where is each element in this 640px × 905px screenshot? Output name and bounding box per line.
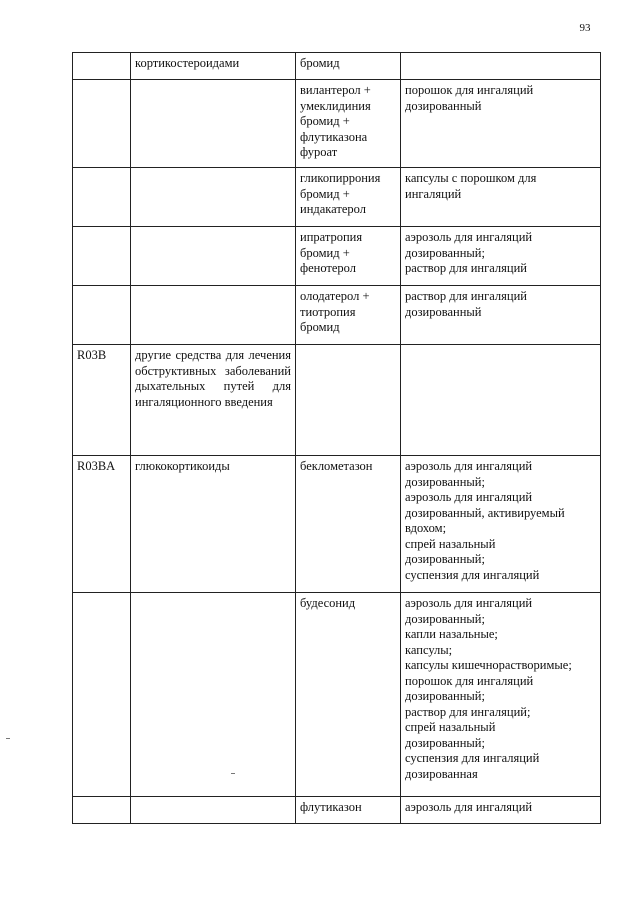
form-line: раствор для ингаляций: [405, 261, 527, 275]
drug-line: олодатерол +: [300, 289, 370, 303]
drug-cell: [296, 456, 401, 593]
group-cell: [131, 286, 296, 345]
drug-line: флутиказона: [300, 129, 368, 144]
drug-line: флутиказон: [300, 800, 362, 814]
page-number: 93: [579, 22, 591, 34]
form-line: аэрозоль для ингаляций: [405, 596, 533, 610]
drug-cell: [296, 168, 401, 227]
drug-cell: [296, 80, 401, 168]
group-cell: [131, 80, 296, 168]
table-row: [73, 345, 601, 456]
form-line: порошок для ингаляций: [405, 83, 534, 97]
form-line: аэрозоль для ингаляций: [405, 459, 533, 473]
drug-cell: [296, 53, 401, 80]
group-cell: [131, 168, 296, 227]
drug-line: вилантерол +: [300, 83, 371, 97]
atc-code-cell: [73, 286, 131, 345]
form-line: аэрозоль для ингаляций: [405, 230, 533, 244]
atc-code-cell: [73, 80, 131, 168]
table-row: [73, 80, 601, 168]
drug-line: бромид +: [300, 245, 350, 260]
drug-line: бромид +: [300, 186, 350, 201]
atc-code-cell: R03BA: [73, 456, 131, 593]
form-line: капсулы;: [405, 642, 453, 657]
drug-cell: [296, 286, 401, 345]
form-line: дозированный;: [405, 474, 485, 489]
form-line: дозированный;: [405, 552, 485, 566]
form-line: ингаляций: [405, 186, 462, 201]
forms-cell: [401, 456, 601, 593]
drug-line: гликопиррония: [300, 171, 381, 185]
table-row: [73, 286, 601, 345]
drug-line: фуроат: [300, 145, 338, 159]
table-row: [73, 593, 601, 797]
forms-cell: [401, 227, 601, 286]
forms-cell: [401, 286, 601, 345]
drug-cell: [296, 227, 401, 286]
atc-code-cell: R03B: [73, 345, 131, 456]
form-line: дозированный, активируемый: [405, 505, 565, 520]
form-line: дозированный: [405, 98, 482, 113]
drug-line: фенотерол: [300, 261, 357, 275]
forms-cell: [401, 593, 601, 797]
form-line: раствор для ингаляций;: [405, 704, 531, 719]
form-line: спрей назальный: [405, 536, 496, 551]
table-row: [73, 456, 601, 593]
forms-cell: [401, 168, 601, 227]
table-body: [73, 53, 601, 824]
form-line: вдохом;: [405, 521, 447, 535]
drug-line: беклометазон: [300, 459, 373, 473]
scan-mark: [6, 738, 10, 739]
table-row: [73, 53, 601, 80]
scan-mark: [231, 773, 235, 774]
group-cell: глюкокортикоиды: [131, 456, 296, 593]
drug-line: бромид: [300, 56, 340, 70]
atc-code-cell: [73, 53, 131, 80]
drug-cell: [296, 797, 401, 824]
form-line: спрей назальный: [405, 720, 496, 734]
drug-line: будесонид: [300, 596, 356, 610]
group-cell: [131, 797, 296, 824]
form-line: дозированный;: [405, 611, 485, 626]
table-row: [73, 168, 601, 227]
form-line: капсулы с порошком для: [405, 171, 537, 185]
atc-code-cell: [73, 227, 131, 286]
drug-line: бромид: [300, 320, 340, 334]
form-line: дозированный;: [405, 689, 485, 703]
group-cell: [131, 593, 296, 797]
drug-line: умеклидиния: [300, 98, 371, 113]
form-line: дозированный;: [405, 735, 485, 750]
form-line: раствор для ингаляций: [405, 289, 527, 303]
form-line: капсулы кишечнорастворимые;: [405, 658, 572, 672]
group-cell: другие средства для лечения обструктивных заболеваний дыхательных путей для ингаляционного введения: [131, 345, 296, 456]
table-row: [73, 797, 601, 824]
form-line: суспензия для ингаляций: [405, 567, 540, 582]
drug-cell: [296, 593, 401, 797]
form-line: аэрозоль для ингаляций: [405, 490, 533, 504]
drug-cell: [296, 345, 401, 456]
group-cell: [131, 227, 296, 286]
table-row: [73, 227, 601, 286]
form-line: порошок для ингаляций: [405, 673, 534, 688]
drug-table: [72, 52, 601, 824]
form-line: капли назальные;: [405, 627, 498, 641]
form-line: суспензия для ингаляций: [405, 751, 540, 765]
drug-line: тиотропия: [300, 304, 356, 319]
atc-code-cell: [73, 168, 131, 227]
form-line: дозированный: [405, 304, 482, 319]
drug-line: ипратропия: [300, 230, 363, 244]
forms-cell: [401, 53, 601, 80]
drug-line: бромид +: [300, 114, 350, 128]
group-cell: кортикостероидами: [131, 53, 296, 80]
forms-cell: [401, 345, 601, 456]
atc-code-cell: [73, 797, 131, 824]
form-line: дозированная: [405, 766, 478, 781]
atc-code-cell: [73, 593, 131, 797]
forms-cell: [401, 797, 601, 824]
form-line: аэрозоль для ингаляций: [405, 800, 533, 814]
form-line: дозированный;: [405, 245, 485, 260]
drug-line: индакатерол: [300, 202, 366, 216]
forms-cell: [401, 80, 601, 168]
